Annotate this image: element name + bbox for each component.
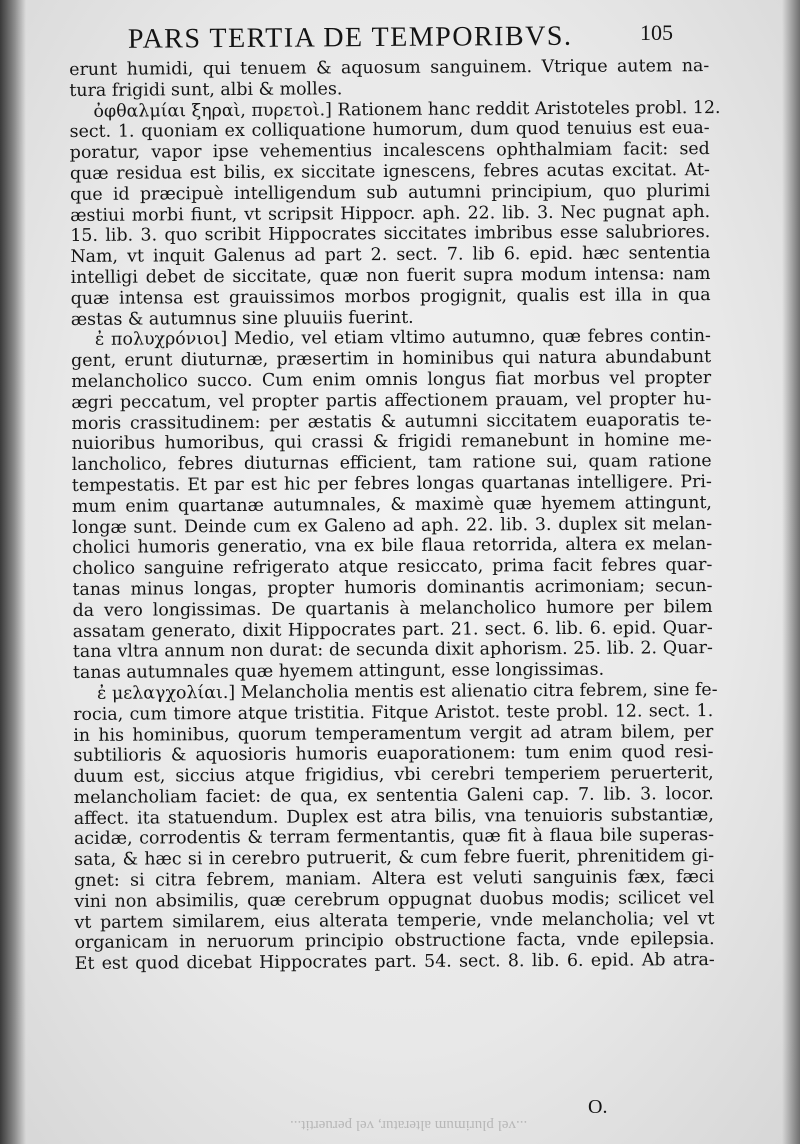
text-line: vt partem similarem, eius alterata temperie, vnde melancholia; vel vt xyxy=(74,908,715,933)
text-line: vini non absimilis, quæ cerebrum oppugnat duobus modis; scilicet vel xyxy=(74,887,715,912)
text-line: intelligi debet de siccitate, quæ non fuerit supra modum intensa: nam xyxy=(70,264,711,288)
text-line: æstas & autumnus sine pluuiis fuerint. xyxy=(70,307,414,330)
text-line: ἐ μελαγχολίαι.] Melancholia mentis est alienatio citra febrem, sine fe- xyxy=(97,679,718,704)
text-line: assatam generato, dixit Hippocrates part. 21. sect. 6. lib. 6. epid. Quar- xyxy=(72,617,713,642)
bleed-through-text: ...vel plurimum alteratur, vel peruertit... xyxy=(290,1117,528,1133)
text-line: melancholiam faciet: de qua, ex sententia Galeni cap. 7. lib. 3. locor. xyxy=(73,783,714,808)
text-line: longæ sunt. Deinde cum ex Galeno ad aph. 22. lib. 3. duplex sit melan- xyxy=(72,513,713,538)
text-line: ὀφθαλμίαι ξηραὶ, πυρετοὶ.] Rationem hanc reddit Aristoteles probl. 12. xyxy=(93,97,721,122)
text-line: tanas minus longas, propter humoris dominantis acrimoniam; secun- xyxy=(72,575,713,600)
text-line: que id præcipuè intelligendum sub autumni principium, quo plurimi xyxy=(69,180,711,205)
text-line: lancholico, febres diuturnas efficient, tam ratione sui, quam ratione xyxy=(71,451,712,476)
text-line: erunt humidi, qui tenuem & aquosum sanguinem. Vtrique autem na- xyxy=(69,56,710,80)
text-line: Et est quod dicebat Hippocrates part. 54. sect. 8. lib. 6. epid. Ab atra- xyxy=(74,950,715,975)
text-line: sect. 1. quoniam ex colliquatione humorum, dum quod tenuius est eua- xyxy=(69,118,710,143)
text-line: tana vltra annum non durat: de secunda dixit aphorism. 25. lib. 2. Quar- xyxy=(72,638,713,663)
text-line: moris crassitudinem: per æstatis & autumni siccitatem euaporatis te- xyxy=(71,409,712,434)
text-line: organicam in neruorum principio obstructione facta, vnde epilepsia. xyxy=(74,929,715,954)
text-line: quæ residua est bilis, ex siccitate ignescens, febres acutas excitat. At- xyxy=(69,160,710,184)
text-line: æstiui morbi fiunt, vt scripsit Hippocr. aph. 22. lib. 3. Nec pugnat aph. xyxy=(70,201,711,226)
text-line: da vero longissimas. De quartanis à melancholico humore per bilem xyxy=(72,596,713,621)
text-line: quæ intensa est grauissimos morbos progignit, qualis est illa in qua xyxy=(70,284,711,309)
text-line: nuioribus humoribus, qui crassi & frigidi remanebunt in homine me- xyxy=(71,430,712,455)
text-line: rocia, cum timore atque tristitia. Fitque Aristot. teste probl. 12. sect. 1. xyxy=(73,700,714,725)
text-line: ἐ πολυχρόνιοι] Medio, vel etiam vltimo autumno, quæ febres contin- xyxy=(94,326,711,351)
text-line: poratur, vapor ipse vehementius incalescens ophthalmiam facit: sed xyxy=(69,139,710,164)
text-line: tanas autumnales quæ hyemem attingunt, esse longissimas. xyxy=(72,659,605,684)
text-line: mum enim quartanæ autumnales, & maximè quæ hyemem attingunt, xyxy=(71,492,712,517)
text-line: subtilioris & aquosioris humoris euaporationem: tum enim quod resi- xyxy=(73,742,714,767)
text-line: cholici humoris generatio, vna ex bile flaua retorrida, altera ex melan- xyxy=(72,534,713,559)
text-line: ægri peccatum, vel propter partis affectionem prauam, vel propter hu- xyxy=(71,388,712,413)
text-line: duum est, siccius atque frigidius, vbi cerebri temperiem peruerterit, xyxy=(73,763,714,788)
text-line: acidæ, corrodentis & terram fermentantis, quæ fit à flaua bile superas- xyxy=(73,825,715,850)
running-title: PARS TERTIA DE TEMPORIBVS. xyxy=(127,20,573,55)
text-line: 15. lib. 3. quo scribit Hippocrates siccitates imbribus esse salubriores. xyxy=(70,222,711,247)
text-line: gent, erunt diuturnæ, præsertim in hominibus qui natura abundabunt xyxy=(70,347,712,372)
page-number: 105 xyxy=(640,20,673,45)
text-line: tempestatis. Et par est hic per febres longas quartanas intelligere. Pri- xyxy=(71,471,712,496)
text-line: melancholico succo. Cum enim omnis longus fiat morbus vel propter xyxy=(71,368,712,392)
text-line: Nam, vt inquit Galenus ad part 2. sect. 7. lib 6. epid. hæc sententia xyxy=(70,243,711,268)
text-line: tura frigidi sunt, albi & molles. xyxy=(69,79,343,101)
text-line: cholico sanguine refrigerato atque resiccato, prima facit febres quar- xyxy=(72,555,713,580)
body-text xyxy=(69,56,721,975)
catchword: O. xyxy=(588,1096,608,1118)
text-line: affect. ita statuendum. Duplex est atra bilis, vna tenuioris substantiæ, xyxy=(73,804,714,829)
text-line: gnet: si citra febrem, maniam. Altera est veluti sanguinis fæx, fæci xyxy=(74,867,715,892)
text-line: in his hominibus, quorum temperamentum vergit ad atram bilem, per xyxy=(73,721,714,746)
text-line: sata, & hæc si in cerebro putruerit, & cum febre fuerit, phrenitidem gi- xyxy=(74,846,715,871)
